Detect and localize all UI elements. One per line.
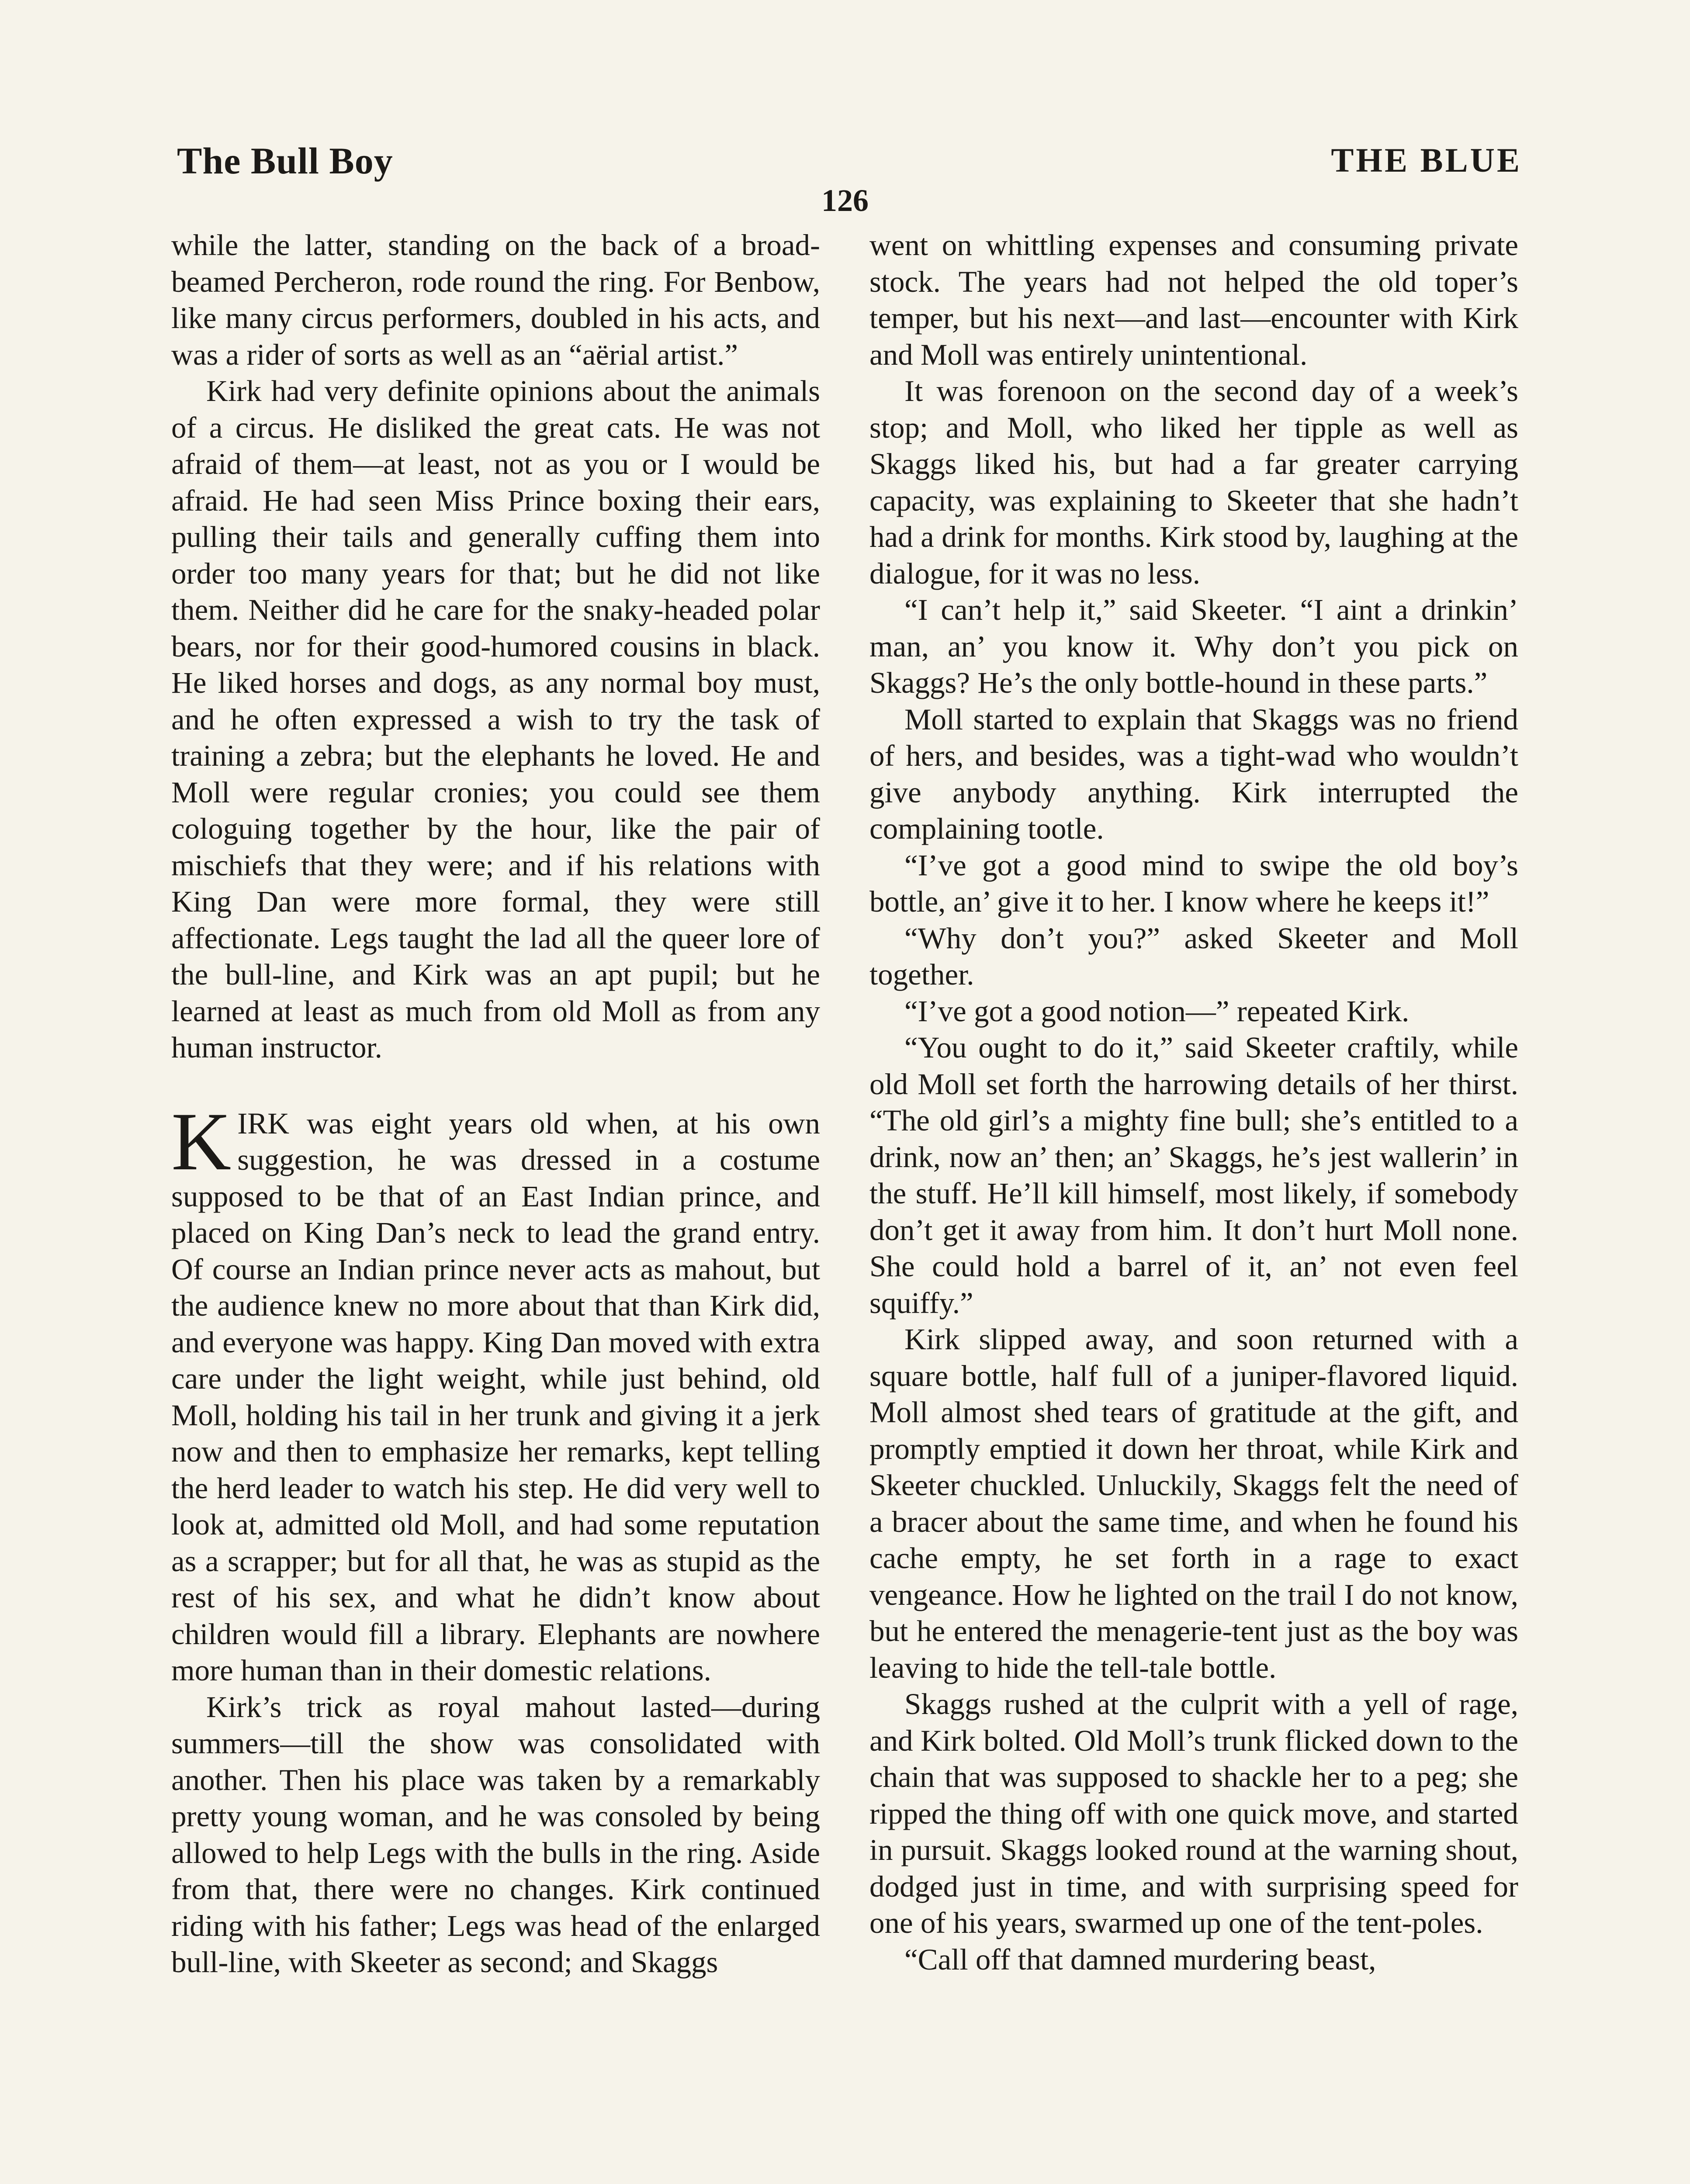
paragraph: “Why don’t you?” asked Skeeter and Moll together. xyxy=(869,921,1518,991)
paragraph: “Call off that damned murdering beast, xyxy=(904,1942,1376,1976)
right-column xyxy=(869,227,1518,1978)
running-head-title: The Bull Boy xyxy=(177,140,393,182)
paragraph: Kirk slipped away, and soon returned with a square bottle, half full of a juniper-flavored liquid. Moll almost shed tears of gratitude at the gift, and promptly emptied it down her throat, while Kirk and Skeeter chuckled. Unluckily, Skaggs felt the need of a bracer about the same time, and when he found his cache empty, he set forth in a rage to exact vengeance. How he lighted on the trail I do not know, but he entered the menagerie-tent just as the boy was leaving to hide the tell-tale bottle. xyxy=(869,1323,1518,1684)
paragraph-text: IRK was eight years old when, at his own suggestion, he was dressed in a costume supposed to be that of an East Indian prince, and placed on King Dan’s neck to lead the grand entry. Of course an Indian prince never acts as mahout, but the audience knew no more about that than Kirk did, and everyone was happy. King Dan moved with extra care under the light weight, while just behind, old Moll, holding his tail in her trunk and giving it a jerk now and then to emphasize her remarks, kept telling the herd leader to watch his step. He did very well to look at, admitted old Moll, and had some reputation as a scrapper; but for all that, he was as stupid as the rest of his sex, and what he didn’t know about children would fill a library. Elephants are nowhere more human than in their domestic relations. xyxy=(171,1106,820,1687)
paragraph: Moll started to explain that Skaggs was no friend of hers, and besides, was a tight-wad who wouldn’t give anybody anything. Kirk interrupted the complaining tootle. xyxy=(869,702,1518,845)
left-column xyxy=(171,227,820,1981)
paragraph: Kirk had very definite opinions about the animals of a circus. He disliked the great cats. He was not afraid of them—at least, not as you or I would be afraid. He had seen Miss Prince boxing their ears, pulling their tails and generally cuffing them into order too many years for that; but he did not like them. Neither did he care for the snaky-headed polar bears, nor for their good-humored cousins in black. He liked horses and dogs, as any normal boy must, and he often expressed a wish to try the task of training a zebra; but the elephants he loved. He and Moll were regular cronies; you could see them cologuing together by the hour, like the pair of mischiefs that they were; and if his relations with King Dan were more formal, they were still affectionate. Legs taught the lad all the queer lore of the bull-line, and Kirk was an apt pupil; but he learned at least as much from old Moll as from any human instructor. xyxy=(171,374,820,1064)
page-number: 126 xyxy=(821,183,869,218)
paragraph: “I can’t help it,” said Skeeter. “I aint a drinkin’ man, an’ you know it. Why don’t you pick on Skaggs? He’s the only bottle-hound in these parts.” xyxy=(869,593,1518,699)
paragraph: “I’ve got a good notion—” repeated Kirk. xyxy=(904,994,1409,1028)
paragraph: went on whittling expenses and consuming private stock. The years had not helped the old toper’s temper, but his next—and last—encounter with Kirk and Moll was entirely unintentional. xyxy=(869,228,1518,371)
running-head-magazine: THE BLUE xyxy=(1331,141,1522,179)
paragraph: Skaggs rushed at the culprit with a yell of rage, and Kirk bolted. Old Moll’s trunk flicked down to the chain that was supposed to shackle her to a peg; she ripped the thing off with one quick move, and started in pursuit. Skaggs looked round at the warning shout, dodged just in time, and with surprising speed for one of his years, swarmed up one of the tent-poles. xyxy=(869,1687,1518,1939)
section-opening-paragraph xyxy=(171,1095,820,1689)
paragraph: while the latter, standing on the back of a broad-beamed Percheron, rode round the ring. For Benbow, like many circus performers, doubled in his acts, and was a rider of sorts as well as an “aërial artist.” xyxy=(171,228,820,371)
section-break xyxy=(171,1066,820,1106)
drop-cap: K xyxy=(171,1095,232,1188)
paragraph: “You ought to do it,” said Skeeter craftily, while old Moll set forth the harrowing details of her thirst. “The old girl’s a mighty fine bull; she’s entitled to a drink, now an’ then; an’ Skaggs, he’s jest wallerin’ in the stuff. He’ll kill himself, most likely, if somebody don’t get it away from him. It don’t hurt Moll none. She could hold a barrel of it, an’ not even feel squiffy.” xyxy=(869,1031,1518,1320)
paragraph: “I’ve got a good mind to swipe the old boy’s bottle, an’ give it to her. I know where he keeps it!” xyxy=(869,848,1518,918)
paragraph: It was forenoon on the second day of a week’s stop; and Moll, who liked her tipple as well as Skaggs liked his, but had a far greater carrying capacity, was explaining to Skeeter that she hadn’t had a drink for months. Kirk stood by, laughing at the dialogue, for it was no less. xyxy=(869,374,1518,590)
paragraph: Kirk’s trick as royal mahout lasted—during summers—till the show was consolidated with another. Then his place was taken by a remarkably pretty young woman, and he was consoled by being allowed to help Legs with the bulls in the ring. Aside from that, there were no changes. Kirk continued riding with his father; Legs was head of the enlarged bull-line, with Skeeter as second; and Skaggs xyxy=(171,1690,820,1979)
